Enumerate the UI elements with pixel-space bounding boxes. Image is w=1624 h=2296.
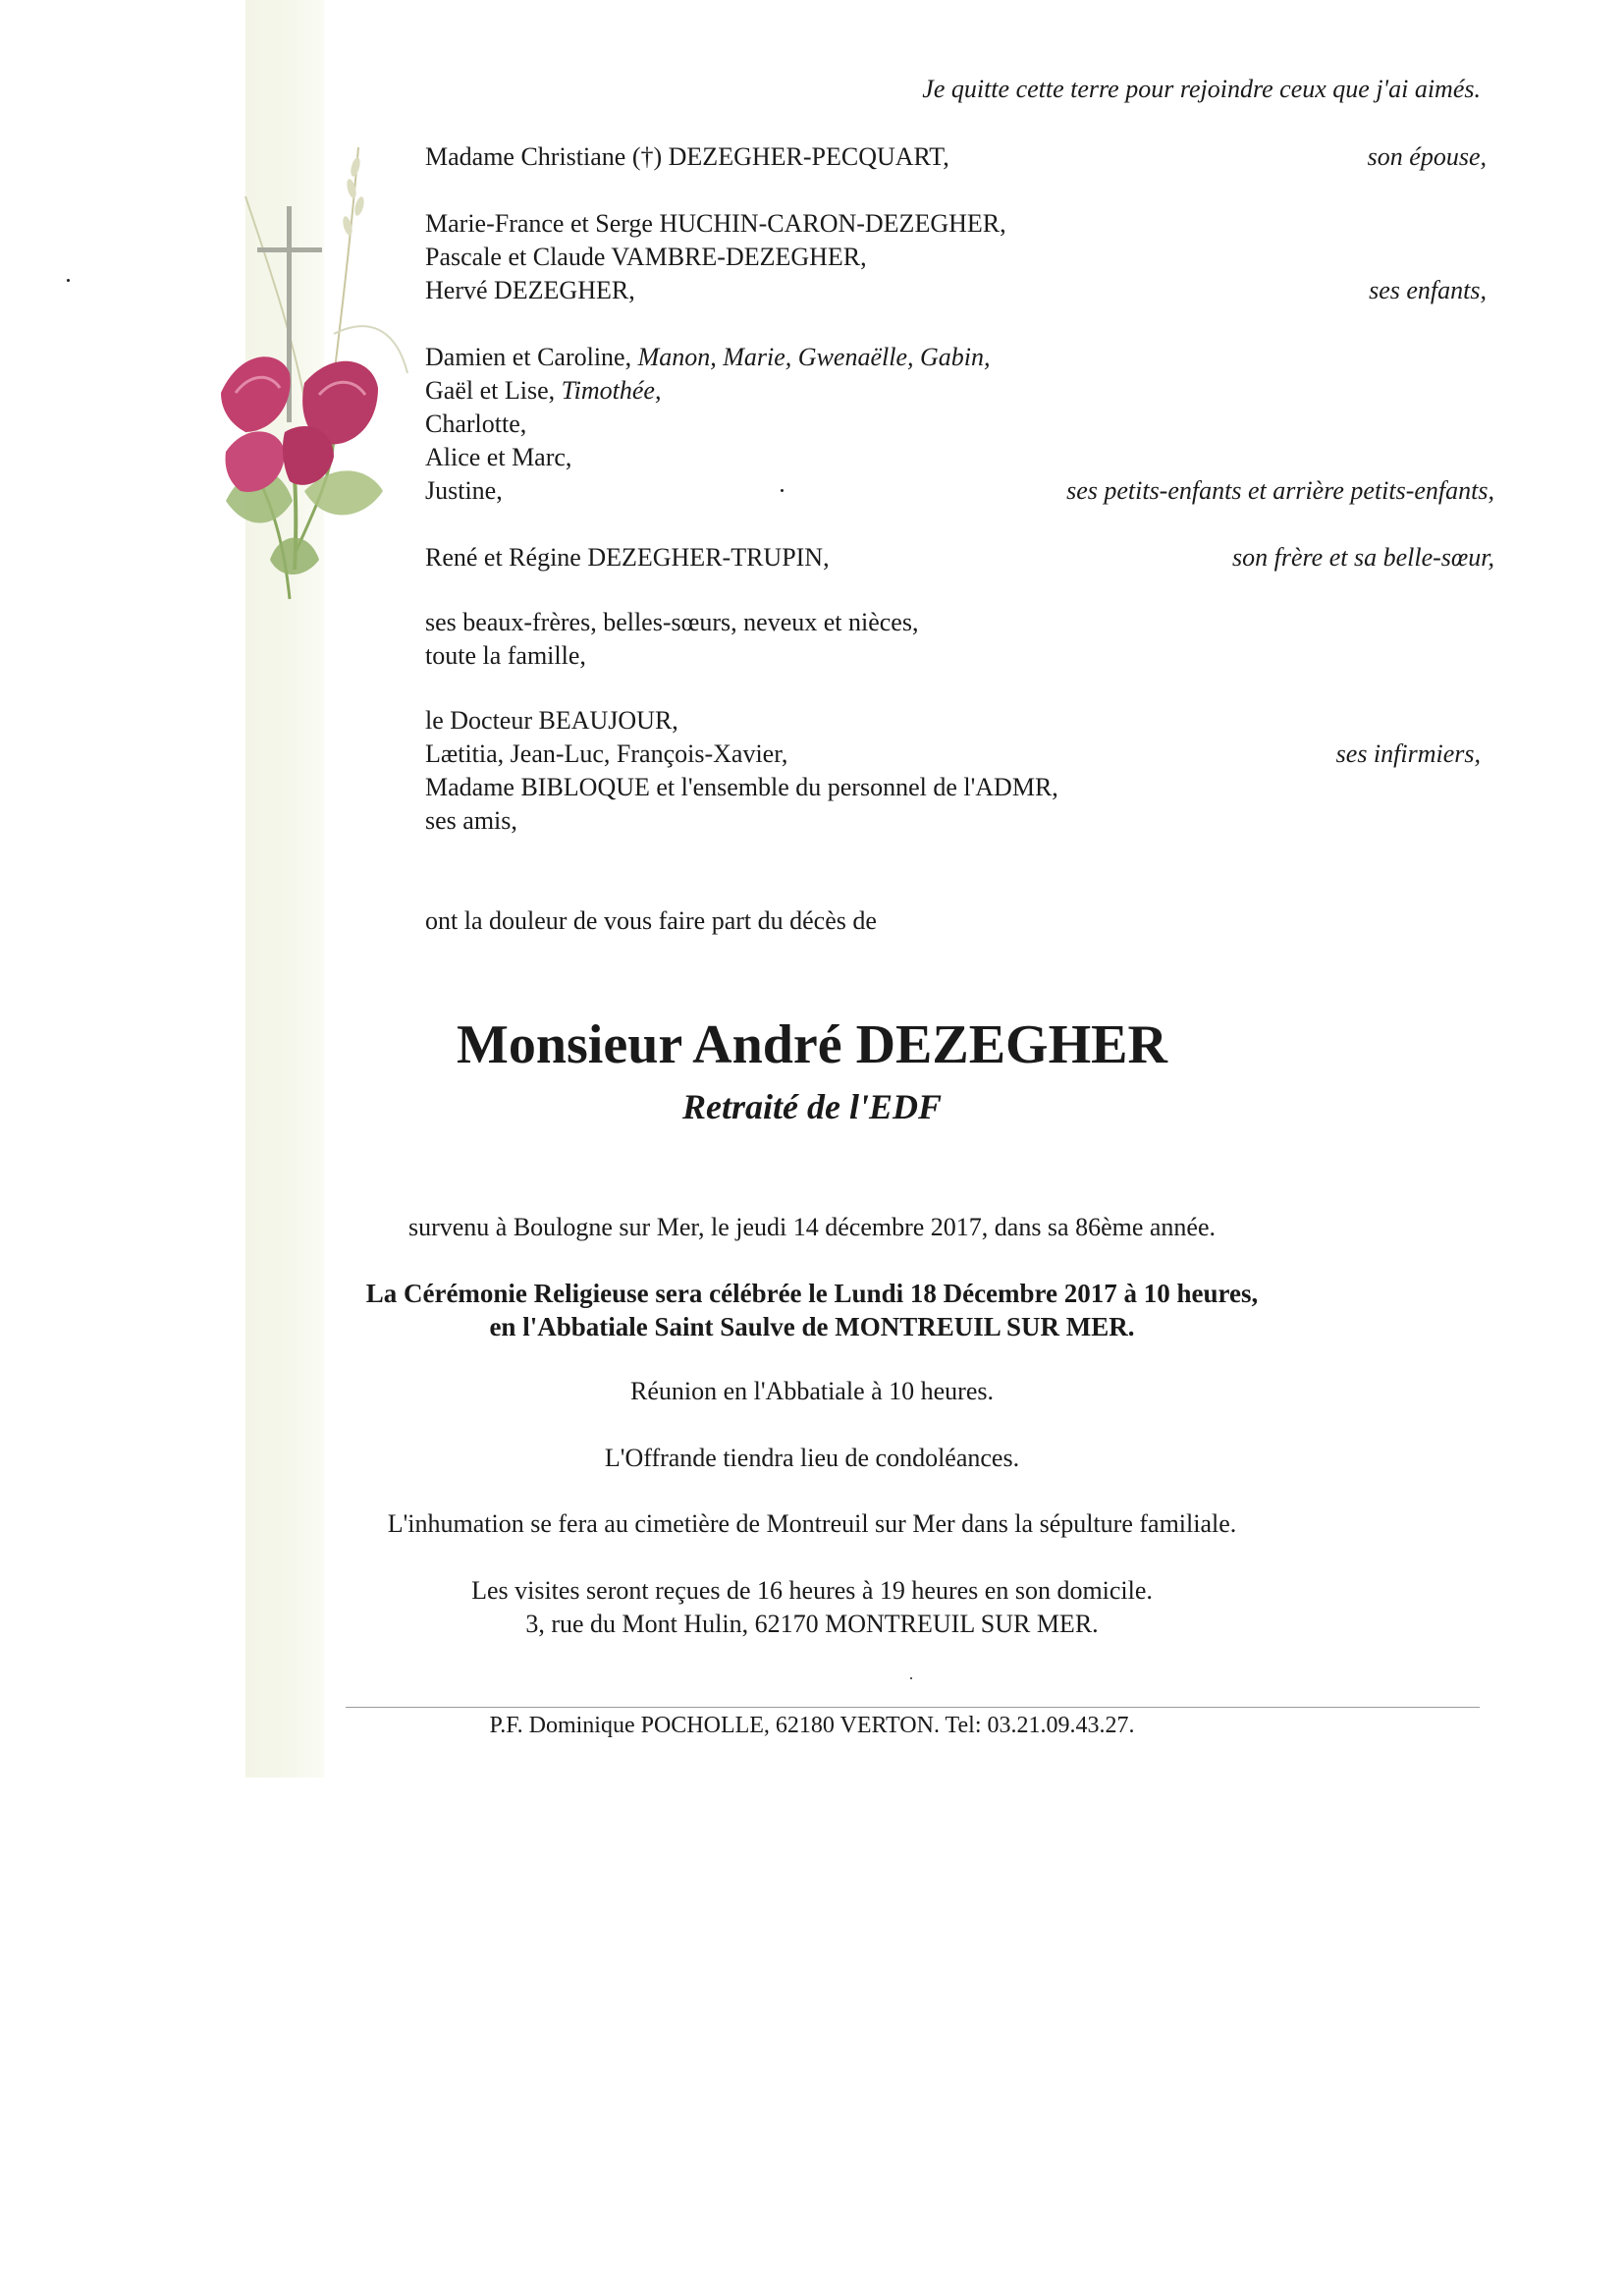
offering-note: L'Offrande tiendra lieu de condoléances.: [604, 1444, 1020, 1472]
death-notice: survenu à Boulogne sur Mer, le jeudi 14 décembre 2017, dans sa 86ème année.: [407, 1213, 1217, 1241]
child-line: Marie-France et Serge HUCHIN-CARON-DEZEGHER,: [425, 209, 1006, 238]
caregivers-relation: ses infirmiers,: [1335, 739, 1481, 768]
grandchild-line: Alice et Marc,: [425, 443, 572, 471]
grandchild-names: Timothée,: [561, 376, 662, 405]
sibling-name: René et Régine DEZEGHER-TRUPIN,: [425, 543, 830, 572]
ceremony-line: La Cérémonie Religieuse sera célébrée le Lundi 18 Décembre 2017 à 10 heures,: [365, 1279, 1259, 1308]
spouse-name: Madame Christiane (†) DEZEGHER-PECQUART,: [425, 142, 949, 171]
spouse-relation: son épouse,: [1367, 142, 1487, 171]
sibling-relation: son frère et sa belle-sœur,: [1232, 543, 1494, 572]
child-line: Pascale et Claude VAMBRE-DEZEGHER,: [425, 243, 867, 271]
visits-address: 3, rue du Mont Hulin, 62170 MONTREUIL SUR MER.: [525, 1610, 1099, 1638]
deceased-name: Monsieur André DEZEGHER: [457, 1014, 1167, 1075]
gathering-note: Réunion en l'Abbatiale à 10 heures.: [629, 1377, 995, 1405]
grandchild-parents: Gaël et Lise,: [425, 376, 562, 405]
deceased-title: Retraité de l'EDF: [682, 1087, 942, 1126]
speck: [67, 279, 70, 282]
grandchild-parents: Damien et Caroline,: [425, 343, 638, 371]
caregiver-line: Lætitia, Jean-Luc, François-Xavier,: [425, 739, 788, 768]
child-line: Hervé DEZEGHER,: [425, 276, 635, 304]
grandchild-line: [425, 374, 661, 408]
speck: [781, 489, 784, 492]
footer-divider: [346, 1707, 1480, 1708]
ceremony-line: en l'Abbatiale Saint Saulve de MONTREUIL SUR MER.: [489, 1312, 1135, 1341]
caregiver-line: Madame BIBLOQUE et l'ensemble du personnel de l'ADMR,: [425, 773, 1058, 801]
grandchild-line: Justine,: [425, 476, 503, 505]
children-relation: ses enfants,: [1369, 276, 1487, 304]
epigraph: Je quitte cette terre pour rejoindre ceux que j'ai aimés.: [922, 75, 1481, 103]
calla-lily-cross-illustration: [187, 137, 412, 619]
caregiver-line: ses amis,: [425, 806, 517, 835]
speck: [910, 1677, 912, 1679]
caregiver-line: le Docteur BEAUJOUR,: [425, 706, 678, 735]
visits-line: Les visites seront reçues de 16 heures à 19 heures en son domicile.: [471, 1576, 1153, 1605]
grandchildren-relation: ses petits-enfants et arrière petits-enfants,: [1066, 476, 1494, 505]
burial-note: L'inhumation se fera au cimetière de Montreuil sur Mer dans la sépulture familiale.: [387, 1509, 1237, 1538]
extended-family-line: toute la famille,: [425, 641, 586, 670]
grandchild-line: Charlotte,: [425, 410, 527, 438]
extended-family-line: ses beaux-frères, belles-sœurs, neveux et nièces,: [425, 608, 919, 636]
grandchild-line: [425, 341, 991, 374]
funeral-home-footer: P.F. Dominique POCHOLLE, 62180 VERTON. Tel: 03.21.09.43.27.: [489, 1713, 1135, 1738]
announcement: ont la douleur de vous faire part du décès de: [425, 906, 877, 935]
grandchild-names: Manon, Marie, Gwenaëlle, Gabin,: [637, 343, 991, 371]
